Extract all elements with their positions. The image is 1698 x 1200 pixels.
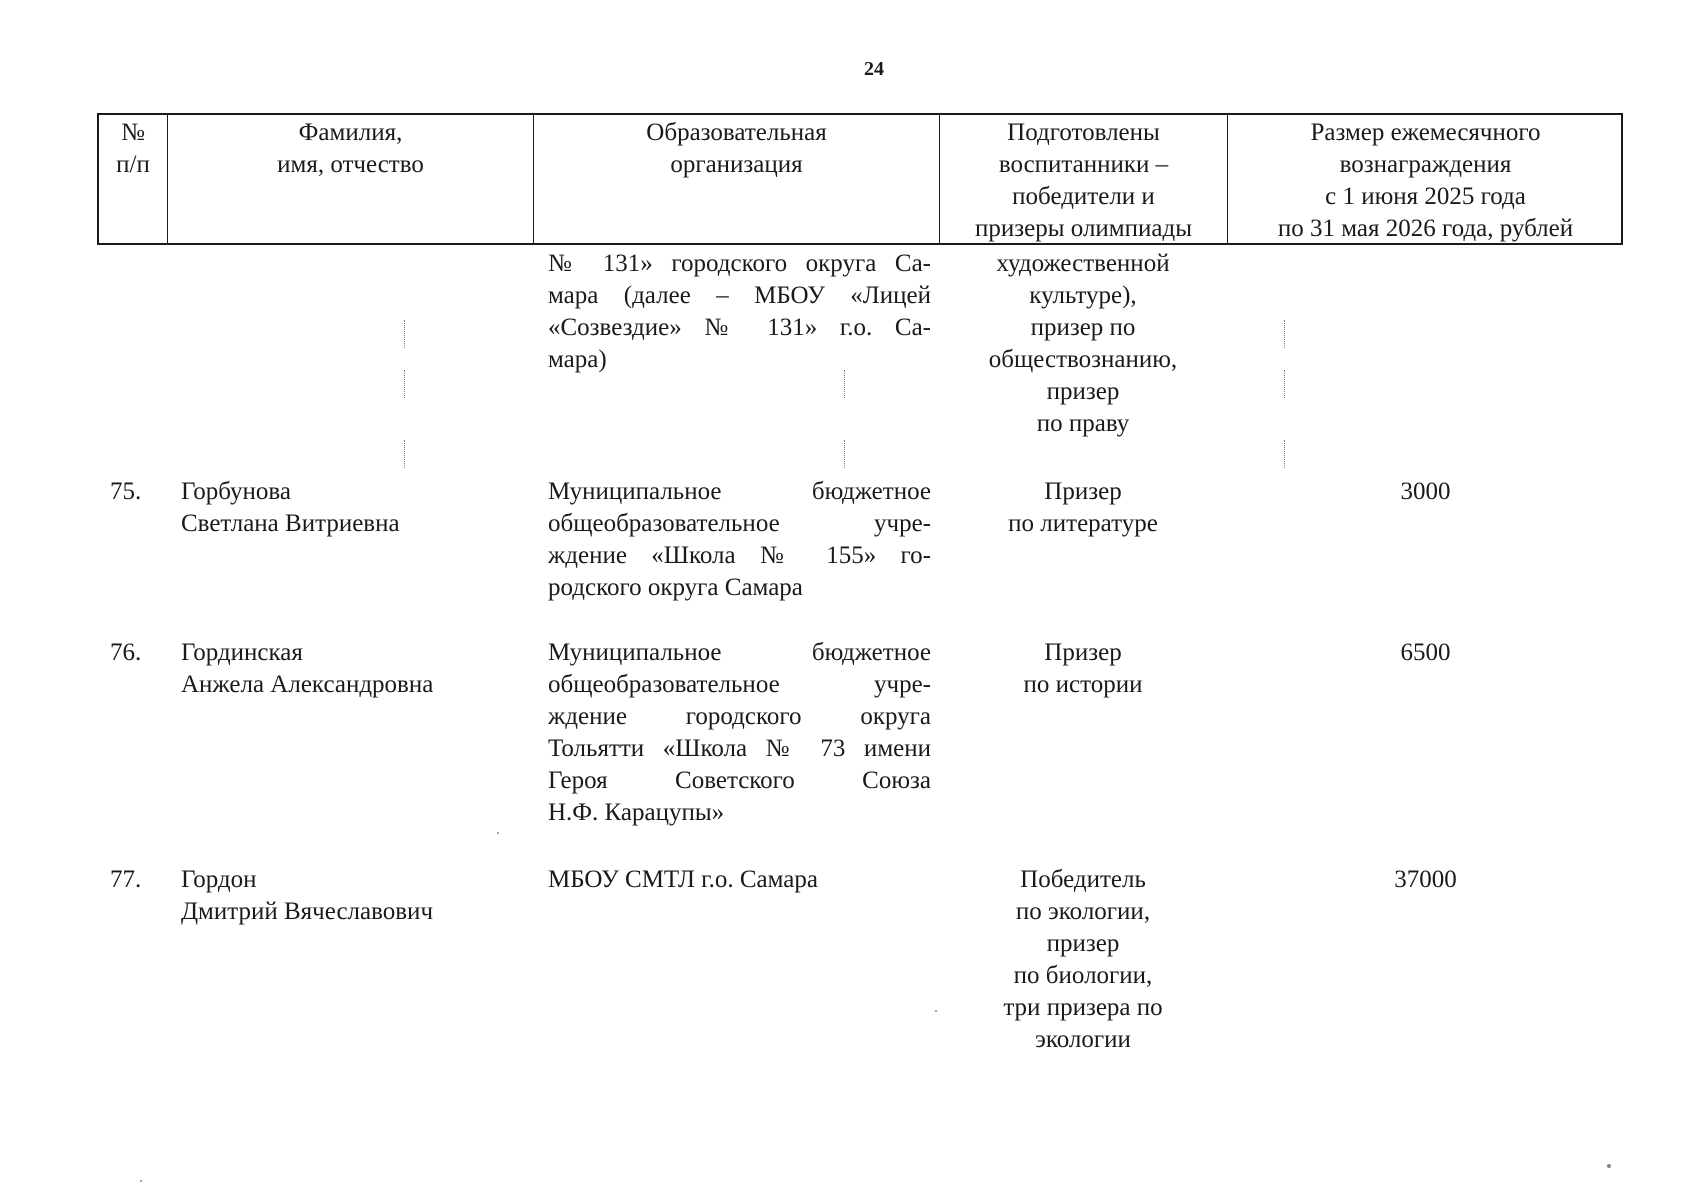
header-line: организация — [670, 151, 803, 178]
scan-dotted-mark — [844, 440, 846, 468]
header-line: победители и — [1012, 183, 1155, 210]
row-number: 75. — [110, 478, 142, 505]
row-full-name — [181, 637, 541, 701]
scan-speck — [1607, 1164, 1611, 1168]
achievement-line: призер по — [1030, 314, 1136, 341]
name-line: Гординская — [181, 639, 303, 666]
header-achievements — [940, 115, 1228, 243]
header-organization — [534, 115, 940, 243]
scan-dotted-mark — [404, 370, 406, 398]
achievement-line: культуре), — [1029, 282, 1137, 309]
header-line: воспитанники – — [998, 151, 1169, 178]
org-line: общеобразовательное учре- — [548, 510, 931, 537]
page-number: 24 — [864, 58, 884, 80]
row-full-name — [181, 476, 541, 540]
row-achievements — [938, 637, 1228, 701]
header-line: Образовательная — [646, 119, 827, 146]
org-line: «Созвездие» № 131» г.о. Са- — [548, 314, 931, 341]
header-line: имя, отчество — [277, 151, 424, 178]
achievement-line: Призер — [1044, 639, 1122, 666]
row-amount: 37000 — [1394, 866, 1457, 893]
achievement-line: Призер — [1044, 478, 1122, 505]
row-full-name — [181, 864, 541, 928]
achievement-line: обществознанию, — [988, 346, 1178, 373]
header-line: призеры олимпиады — [975, 215, 1192, 242]
achievement-line: призер — [1046, 930, 1120, 957]
name-line: Светлана Витриевна — [181, 510, 400, 537]
scan-dotted-mark — [1284, 440, 1286, 468]
achievement-line: по экологии, — [1015, 898, 1151, 925]
header-number — [99, 115, 168, 243]
scan-speck — [497, 832, 499, 834]
header-monthly-reward — [1228, 115, 1623, 243]
org-line: Муниципальное бюджетное — [548, 478, 931, 505]
org-line: общеобразовательное учре- — [548, 671, 931, 698]
org-line: Героя Советского Союза — [548, 767, 931, 794]
header-line: п/п — [116, 151, 150, 178]
scan-speck — [935, 1010, 937, 1012]
header-line: Фамилия, — [298, 119, 403, 146]
header-full-name — [168, 115, 534, 243]
name-line: Дмитрий Вячеславович — [181, 898, 434, 925]
org-line: № 131» городского округа Са- — [548, 250, 931, 277]
scan-dotted-mark — [404, 440, 406, 468]
row-organization — [548, 864, 931, 896]
scan-dotted-mark — [844, 370, 846, 398]
row-amount: 3000 — [1400, 478, 1451, 505]
achievement-line: Победитель — [1020, 866, 1146, 893]
row-number: 76. — [110, 639, 142, 666]
org-line: мара) — [548, 346, 607, 373]
scan-dotted-mark — [404, 320, 406, 348]
header-line: № — [121, 119, 145, 146]
name-line: Анжела Александровна — [181, 671, 434, 698]
row-organization — [548, 476, 931, 604]
achievement-line: экологии — [1035, 1026, 1131, 1053]
org-line: ждение городского округа — [548, 703, 931, 730]
achievement-line: по праву — [1036, 410, 1130, 437]
row-achievements — [938, 864, 1228, 1056]
achievement-line: по биологии, — [1013, 962, 1153, 989]
achievement-line: по истории — [1023, 671, 1143, 698]
scan-speck — [140, 1180, 142, 1182]
header-line: по 31 мая 2026 года, рублей — [1277, 215, 1574, 242]
row-number: 77. — [110, 866, 142, 893]
org-line: Муниципальное бюджетное — [548, 639, 931, 666]
achievement-line: три призера по — [1003, 994, 1163, 1021]
achievement-line: художественной — [996, 250, 1170, 277]
continuation-achievements — [938, 248, 1228, 440]
row-amount: 6500 — [1400, 639, 1451, 666]
table-header-row — [97, 113, 1623, 245]
scan-dotted-mark — [1284, 370, 1286, 398]
header-line: вознаграждения — [1339, 151, 1512, 178]
header-line: с 1 июня 2025 года — [1325, 183, 1526, 210]
org-line: мара (далее – МБОУ «Лицей — [548, 282, 931, 309]
achievement-line: по литературе — [1008, 510, 1158, 537]
name-line: Гордон — [181, 866, 257, 893]
header-line: Размер ежемесячного — [1310, 119, 1541, 146]
row-achievements — [938, 476, 1228, 540]
org-line: родского округа Самара — [548, 574, 803, 601]
org-line: Н.Ф. Карацупы» — [548, 799, 725, 826]
continuation-organization — [548, 248, 931, 376]
scan-dotted-mark — [1284, 320, 1286, 348]
header-line: Подготовлены — [1007, 119, 1160, 146]
org-line: Тольятти «Школа № 73 имени — [548, 735, 931, 762]
achievement-line: призер — [1046, 378, 1120, 405]
row-organization — [548, 637, 931, 829]
awards-table — [97, 113, 1623, 245]
org-line: МБОУ СМТЛ г.о. Самара — [548, 866, 818, 893]
org-line: ждение «Школа № 155» го- — [548, 542, 931, 569]
name-line: Горбунова — [181, 478, 291, 505]
